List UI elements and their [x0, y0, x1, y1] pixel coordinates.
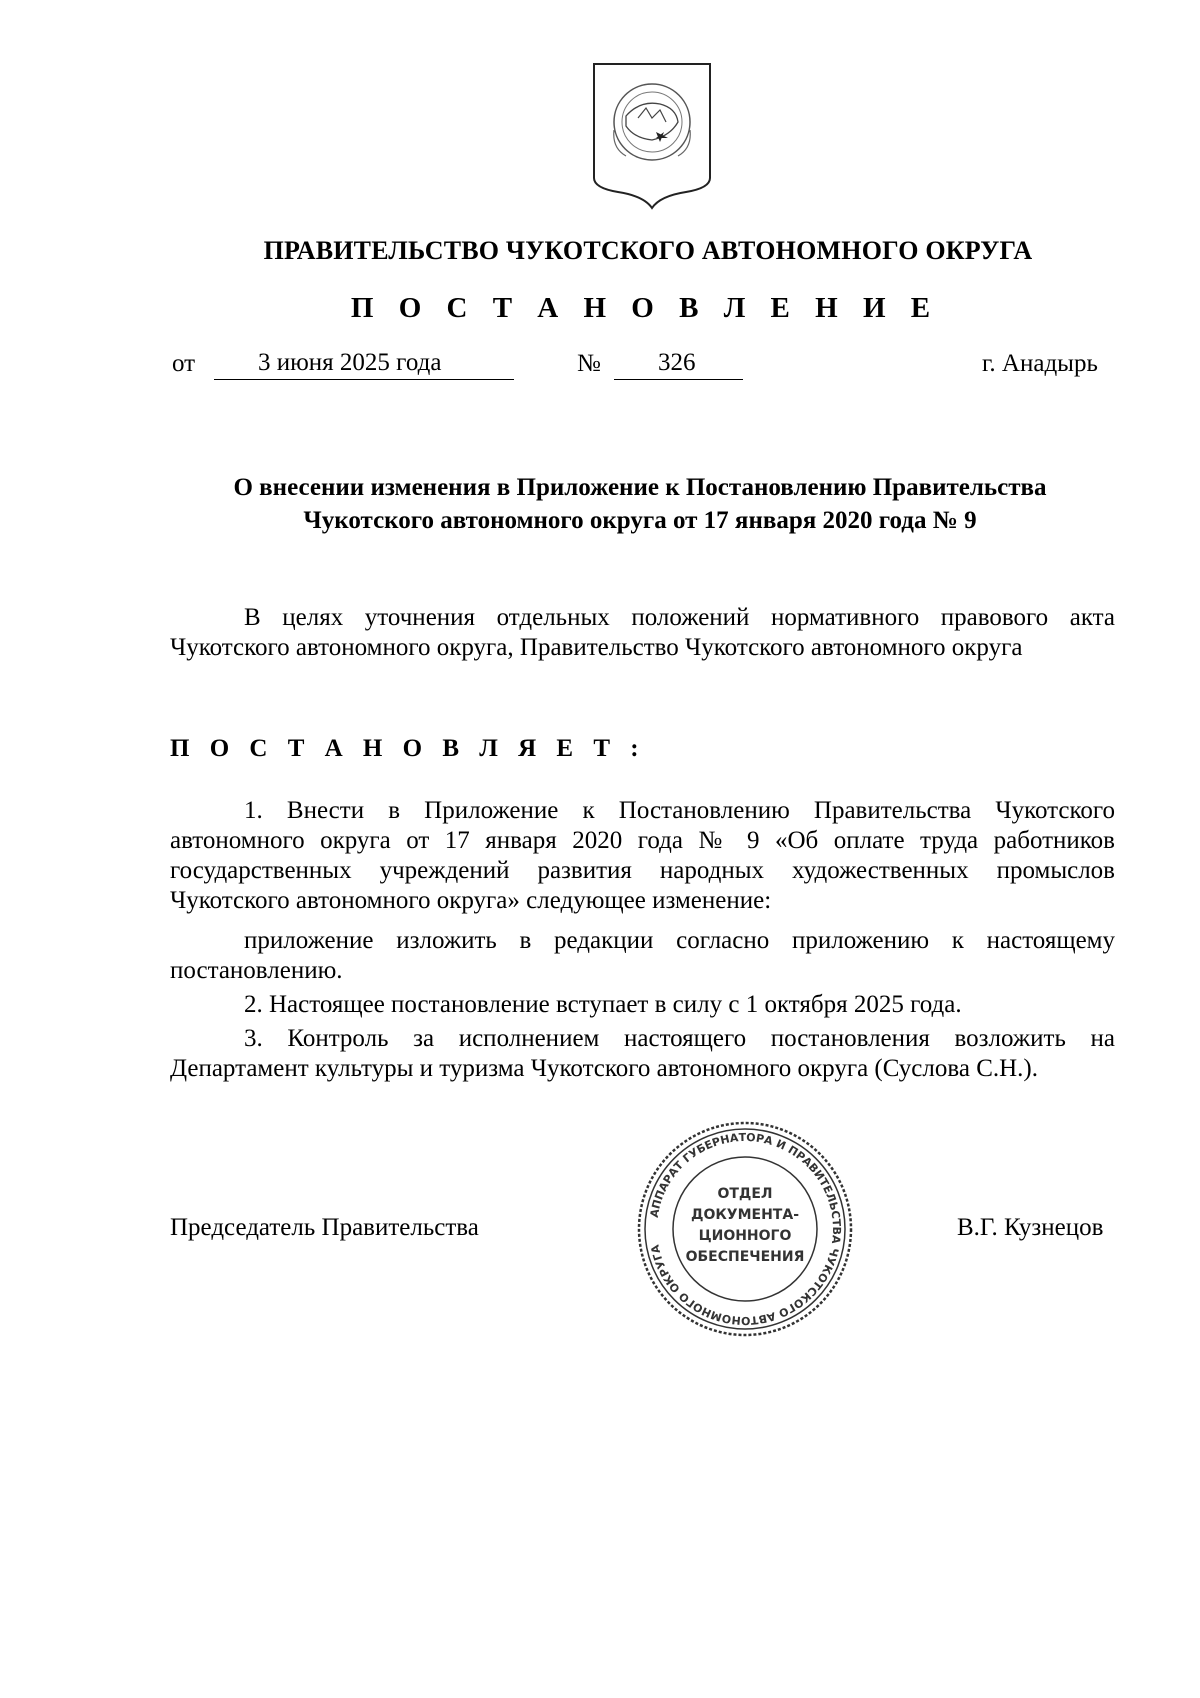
- preamble-paragraph: В целях уточнения отдельных положений нормативного правового акта Чукотского автономного округа, Правительство Чукотского автономного округа: [170, 604, 1115, 661]
- stamp-ring-text: АППАРАТ ГУБЕРНАТОРА И ПРАВИТЕЛЬСТВА ЧУКОТСКОГО АВТОНОМНОГО ОКРУГА: [647, 1130, 844, 1328]
- document-number: 326: [658, 349, 696, 376]
- number-sign: №: [577, 350, 601, 377]
- stamp-line-2: ДОКУМЕНТА-: [690, 1207, 800, 1223]
- stamp-line-3: ЦИОННОГО: [698, 1228, 792, 1244]
- stamp-line-1: ОТДЕЛ: [717, 1186, 773, 1202]
- official-stamp: [636, 1120, 854, 1338]
- item-2-paragraph: 2. Настоящее постановление вступает в силу с 1 октября 2025 года.: [244, 991, 962, 1018]
- date-field: [214, 349, 514, 380]
- city: г. Анадырь: [982, 350, 1098, 377]
- signature-name: В.Г. Кузнецов: [957, 1214, 1104, 1241]
- item-1-paragraph: 1. Внести в Приложение к Постановлению Правительства Чукотского автономного округа от 17 января 2020 года № 9 «Об оплате труда работников государственных учреждений развития народных художественных промыслов Чукотского автономного округа» следующее изменение:: [170, 797, 1115, 914]
- number-field: [614, 349, 743, 380]
- government-title: ПРАВИТЕЛЬСТВО ЧУКОТСКОГО АВТОНОМНОГО ОКРУГА: [263, 236, 1033, 265]
- stamp-line-4: ОБЕСПЕЧЕНИЯ: [685, 1249, 805, 1265]
- document-date: 3 июня 2025 года: [258, 349, 442, 376]
- coat-of-arms-icon: [590, 60, 714, 210]
- date-prefix: от: [172, 350, 196, 377]
- item-1-continuation: приложение изложить в редакции согласно приложению к настоящему постановлению.: [170, 927, 1115, 984]
- subject-line-1: О внесении изменения в Приложение к Постановлению Правительства: [233, 474, 1047, 501]
- decree-heading: П О С Т А Н О В Л Я Е Т :: [170, 735, 646, 762]
- subject-line-2: Чукотского автономного округа от 17 января 2020 года № 9: [303, 507, 977, 534]
- item-3-paragraph: 3. Контроль за исполнением настоящего постановления возложить на Департамент культуры и туризма Чукотского автономного округа (Суслова С.Н.).: [170, 1025, 1115, 1082]
- signature-position: Председатель Правительства: [170, 1214, 479, 1241]
- document-subject: [160, 471, 1120, 537]
- document-type: П О С Т А Н О В Л Е Н И Е: [350, 292, 940, 324]
